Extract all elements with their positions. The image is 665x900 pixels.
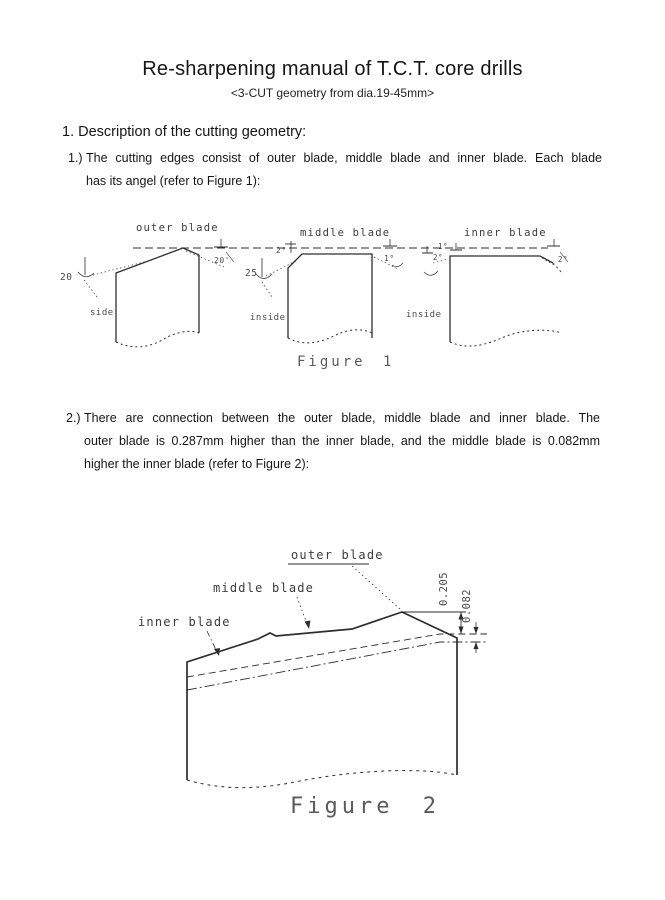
outer-blade-label: outer blade [136,222,219,234]
text-line: The cutting edges consist of outer blade, middle blade and inner blade. Each blade [86,151,602,165]
inner-blade-label: inner blade [464,227,547,239]
inner-blade-label: inner blade [138,615,231,629]
middle-flag-right-arc [392,263,403,267]
middle-angle-arc [256,274,272,279]
dim-0082-arrow-bottom [474,642,479,649]
middle-face-label: inside [250,313,286,323]
middle-blade-label: middle blade [300,227,391,239]
figure2-caption: Figure 2 [290,794,440,819]
middle-blade-outline [288,254,372,338]
dim-0205-arrow-bottom [459,627,464,635]
inner-face-label: inside [406,310,442,320]
middle-blade-label: middle blade [213,581,315,595]
inner-edge-leader [542,258,556,266]
figure1-caption: Figure 1 [297,354,395,370]
dim-0082-arrow-top [474,627,479,634]
outer-angle-leader-tail [84,280,97,297]
inner-blade-outline [450,256,553,342]
item-text [86,147,602,192]
text-line: has its angel (refer to Figure 1): [86,173,261,188]
list-item-1 [68,147,602,192]
outer-label-leader [352,566,400,609]
outer-angle-value: 20 [60,272,73,283]
outer-blade-break-line [116,331,199,346]
middle-angle-leader [266,261,296,276]
inner-label-leader [207,631,216,650]
middle-callout-left: 2° [276,246,287,255]
drill-profile-outline [187,612,457,780]
item-number: 1.) [68,151,83,165]
outer-blade-label: outer blade [291,548,384,562]
middle-leader-arrowhead [305,621,311,630]
middle-plane-dashed-line [187,634,487,677]
item-number: 2.) [66,411,81,425]
document-subtitle: <3-CUT geometry from dia.19-45mm> [230,86,435,100]
drill-body-break-line [187,771,457,788]
inner-blade-edge-dotted [553,263,562,273]
middle-label-leader [297,597,307,624]
middle-callout-right: 1° [384,254,395,263]
text-line: higher the inner blade (refer to Figure 2): [84,457,310,471]
inner-callout-mid: 2° [433,253,444,262]
list-item-2 [66,407,600,476]
text-line: There are connection between the outer blade, middle blade and inner blade. The [84,411,600,425]
dim-outer-middle-value: 0.205 [438,571,450,606]
inner-plane-dashdot-line [187,642,487,690]
inner-callout-right: 2° [558,255,569,264]
outer-face-label: side [90,308,114,318]
middle-angle-leader-tail [262,282,272,297]
inner-blade-break-line [450,330,562,346]
outer-blade-outline [116,248,199,342]
dim-middle-inner-value: 0.082 [461,588,473,623]
inner-callout-left: 1° [438,242,449,251]
text-line: outer blade is 0.287mm higher than the inner blade, and the middle blade is 0.082mm [84,434,600,448]
middle-angle-value: 25 [245,268,258,279]
outer-angle-arc [78,272,94,277]
document-title: Re-sharpening manual of T.C.T. core drills [142,58,523,80]
inner-flag-mid-arc [424,271,438,275]
outer-edge-callout: 20' [214,256,230,265]
item-text [84,407,600,476]
figure2-drawing [0,530,665,840]
middle-blade-break-line [288,330,372,343]
section-heading: 1. Description of the cutting geometry: [62,124,307,140]
figure1-drawing [0,210,665,395]
